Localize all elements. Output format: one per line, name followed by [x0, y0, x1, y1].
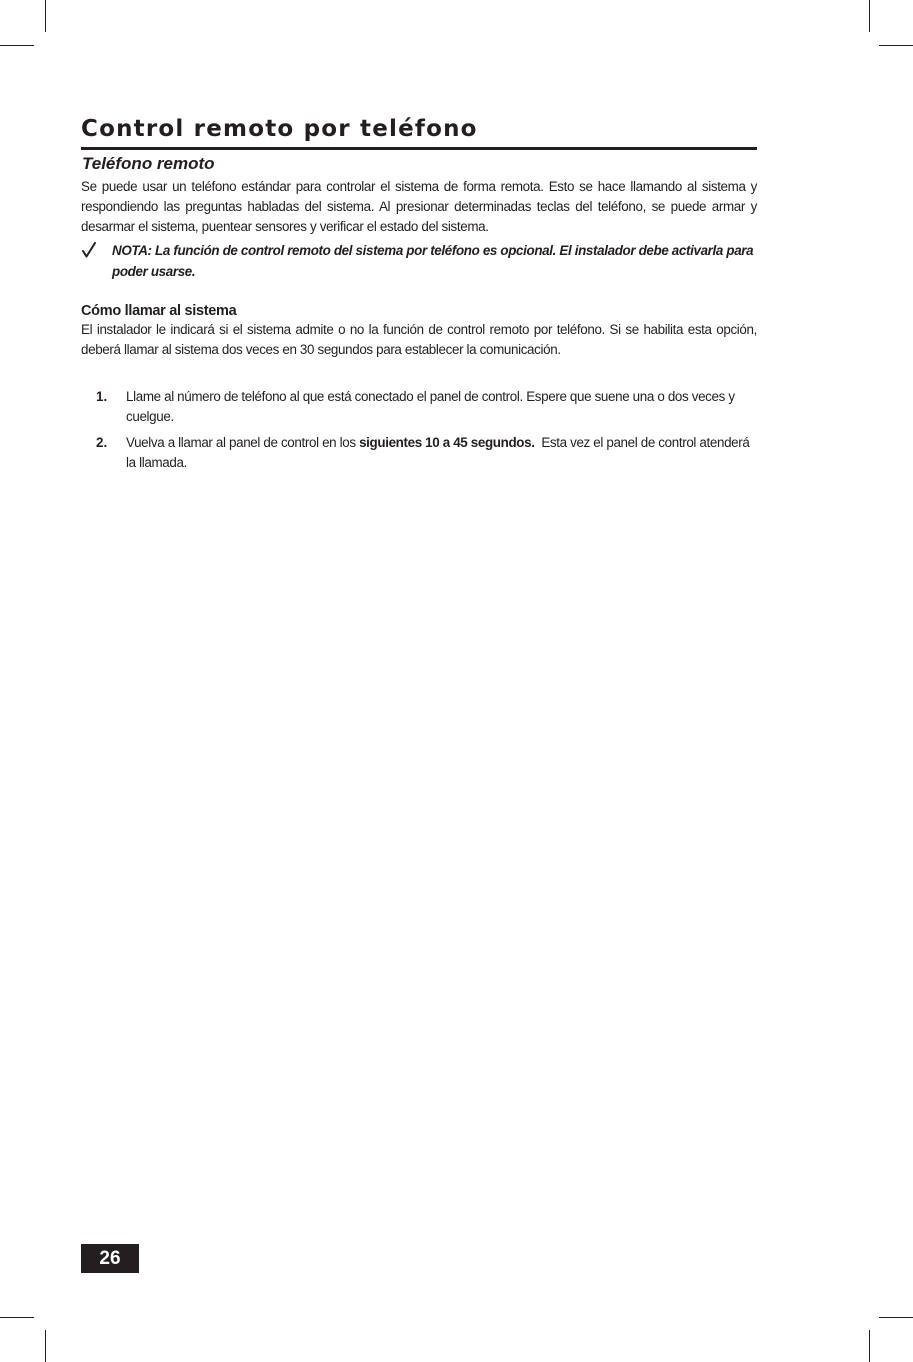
note-text [112, 240, 757, 282]
intro-paragraph: Se puede usar un teléfono estándar para controlar el sistema de forma remota. Esto se hace llamando al sistema y respondiendo las preguntas habladas del sistema. Al presionar determinadas teclas del teléfono, se puede armar y desarmar el sistema, puentear sensores y verificar el estado del sistema. [81, 179, 757, 234]
crop-mark [869, 1330, 870, 1362]
crop-mark [45, 1330, 46, 1362]
checkmark-icon [81, 241, 97, 259]
crop-mark [869, 0, 870, 32]
step-text [126, 433, 757, 473]
list-item [81, 387, 757, 427]
title-rule [81, 147, 757, 150]
page-title: Control remoto por teléfono [81, 116, 478, 142]
step-text-bold: siguientes 10 a 45 segundos. [359, 435, 535, 450]
crop-mark [0, 45, 34, 46]
subsection-paragraph: El instalador le indicará si el sistema admite o no la función de control remoto por teléfono. Si se habilita esta opción, deberá llamar al sistema dos veces en 30 segundos para establecer la comunicación. [81, 322, 757, 357]
crop-mark [0, 1317, 34, 1318]
page-number: 26 [81, 1244, 139, 1273]
step-text-after: Esta vez el panel de control atenderá la llamada. [126, 435, 753, 470]
crop-mark [879, 1317, 913, 1318]
step-text: Llame al número de teléfono al que está conectado el panel de control. Espere que suene una o dos veces y cuelgue. [126, 389, 735, 424]
crop-mark [45, 0, 46, 32]
step-text-before: Vuelva a llamar al panel de control en los [126, 435, 360, 450]
subsection-heading: Cómo llamar al sistema [81, 303, 237, 319]
list-item [81, 433, 757, 473]
note-body: La función de control remoto del sistema por teléfono es opcional. El instalador debe activarla para poder usarse. [112, 243, 754, 279]
steps-list [81, 387, 757, 479]
section-heading: Teléfono remoto [82, 154, 215, 173]
step-number: 1. [96, 389, 108, 404]
note-label: NOTA: [112, 243, 152, 258]
step-number: 2. [96, 435, 108, 450]
crop-mark [879, 45, 913, 46]
